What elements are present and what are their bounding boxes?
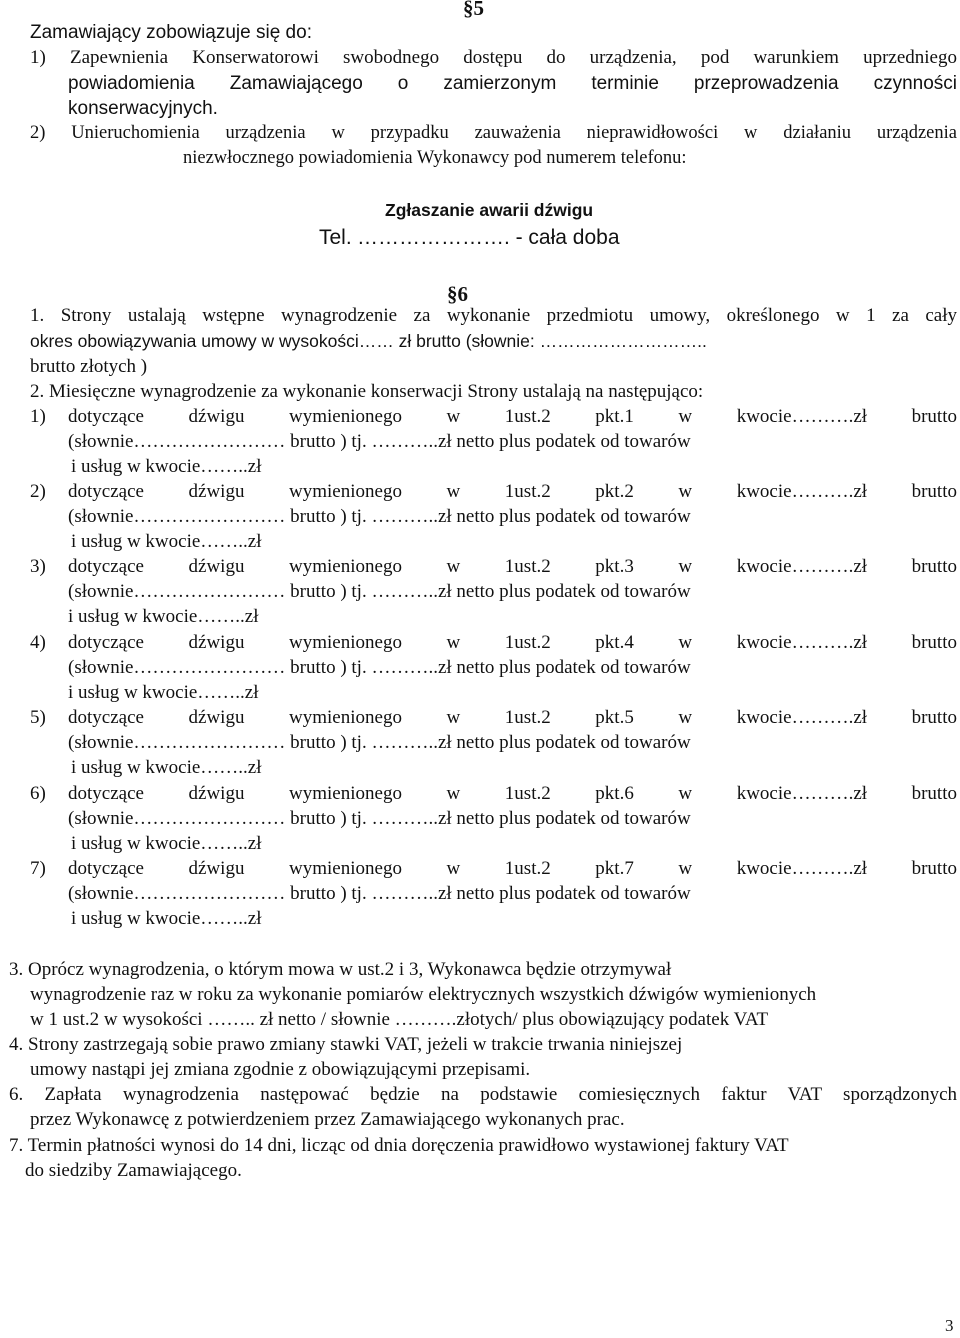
fee-item-line-3: i usług w kwocie……..zł <box>71 833 262 854</box>
section-6-p7-line-1: 7. Termin płatności wynosi do 14 dni, licząc od dnia doręczenia prawidłowo wystawionej faktury VAT <box>9 1135 789 1156</box>
fee-item-line-3: i usług w kwocie……..zł <box>68 682 259 703</box>
section-6-p1-line-3: brutto złotych ) <box>30 356 148 377</box>
section-5-item-2-line-1: 2) Unieruchomienia urządzenia w przypadku zauważenia nieprawidłowości w działaniu urządzenia <box>30 123 957 143</box>
fee-item-number: 6) <box>30 783 46 804</box>
section-6-p3-line-2: wynagrodzenie raz w roku za wykonanie pomiarów elektrycznych wszystkich dźwigów wymienionych <box>30 984 817 1005</box>
section-5-item-1-line-1: 1) Zapewnienia Konserwatorowi swobodnego dostępu do urządzenia, pod warunkiem uprzedniego <box>30 47 957 68</box>
fee-item-line-2: (słownie…………………… brutto ) tj. ………..zł netto plus podatek od towarów <box>68 581 691 602</box>
section-6-p7-line-2: do siedziby Zamawiającego. <box>25 1160 242 1181</box>
fee-item-number: 2) <box>30 481 46 502</box>
fee-item-line-3: i usług w kwocie……..zł <box>71 531 262 552</box>
fee-item-number: 3) <box>30 556 46 577</box>
fee-item-line-1: dotyczące dźwigu wymienionego w 1ust.2 pkt.5 w kwocie……….zł brutto <box>68 707 957 728</box>
section-5-item-1-line-2: powiadomienia Zamawiającego o zamierzonym terminie przeprowadzenia czynności <box>68 73 957 94</box>
fee-item-number: 1) <box>30 406 46 427</box>
section-6-p3-line-3: w 1 ust.2 w wysokości …….. zł netto / słownie ……….złotych/ plus obowiązujący podatek VAT <box>30 1009 769 1030</box>
fee-item-line-2: (słownie…………………… brutto ) tj. ………..zł netto plus podatek od towarów <box>68 883 691 904</box>
emergency-box-title: Zgłaszanie awarii dźwigu <box>385 200 594 220</box>
section-6-p4-line-1: 4. Strony zastrzegają sobie prawo zmiany stawki VAT, jeżeli w trakcie trwania niniejszej <box>9 1034 683 1055</box>
section-6-p1-line-1: 1. Strony ustalają wstępne wynagrodzenie za wykonanie przedmiotu umowy, określonego w 1 za cały <box>30 305 957 326</box>
fee-item-line-3: i usług w kwocie……..zł <box>71 757 262 778</box>
fee-item-line-1: dotyczące dźwigu wymienionego w 1ust.2 pkt.4 w kwocie……….zł brutto <box>68 632 957 653</box>
fee-item-line-2: (słownie…………………… brutto ) tj. ………..zł netto plus podatek od towarów <box>68 431 691 452</box>
emergency-phone-label: Tel. <box>319 226 352 249</box>
fee-item-number: 7) <box>30 858 46 879</box>
fee-item-number: 5) <box>30 707 46 728</box>
section-6-p4-line-2: umowy nastąpi jej zmiana zgodnie z obowiązującymi przepisami. <box>30 1059 531 1080</box>
fee-item-line-1: dotyczące dźwigu wymienionego w 1ust.2 pkt.3 w kwocie……….zł brutto <box>68 556 957 577</box>
fee-item-number: 4) <box>30 632 46 653</box>
fee-item-line-2: (słownie…………………… brutto ) tj. ………..zł netto plus podatek od towarów <box>68 732 691 753</box>
section-5-intro: Zamawiający zobowiązuje się do: <box>30 22 312 43</box>
fee-item-line-3: i usług w kwocie……..zł <box>71 456 262 477</box>
section-sign-6: § <box>447 282 458 306</box>
section-6-p6-line-2: przez Wykonawcę z potwierdzeniem przez Zamawiającego wykonanych prac. <box>30 1109 625 1130</box>
fee-item-line-1: dotyczące dźwigu wymienionego w 1ust.2 pkt.7 w kwocie……….zł brutto <box>68 858 957 879</box>
emergency-phone-value: …………………. - cała doba <box>356 226 620 249</box>
emergency-phone <box>319 225 620 250</box>
fee-item-line-1: dotyczące dźwigu wymienionego w 1ust.2 pkt.1 w kwocie……….zł brutto <box>68 406 957 427</box>
fee-item-line-1: dotyczące dźwigu wymienionego w 1ust.2 pkt.2 w kwocie……….zł brutto <box>68 481 957 502</box>
section-5-heading: §5 <box>463 0 484 20</box>
fee-item-line-3: i usług w kwocie……..zł <box>71 908 262 929</box>
fee-item-line-2: (słownie…………………… brutto ) tj. ………..zł netto plus podatek od towarów <box>68 506 691 527</box>
section-5-item-2-line-2: niezwłocznego powiadomienia Wykonawcy pod numerem telefonu: <box>183 148 687 168</box>
section-6-p6-line-1: 6. Zapłata wynagrodzenia następować będzie na podstawie comiesięcznych faktur VAT sporządzonych <box>9 1084 957 1105</box>
section-6-number: 6 <box>457 282 468 306</box>
fee-item-line-1: dotyczące dźwigu wymienionego w 1ust.2 pkt.6 w kwocie……….zł brutto <box>68 783 957 804</box>
fee-item-line-3: i usług w kwocie……..zł <box>68 606 259 627</box>
fee-item-line-2: (słownie…………………… brutto ) tj. ………..zł netto plus podatek od towarów <box>68 808 691 829</box>
section-6-p2: 2. Miesięczne wynagrodzenie za wykonanie konserwacji Strony ustalają na następująco: <box>30 381 704 402</box>
fee-item-line-2: (słownie…………………… brutto ) tj. ………..zł netto plus podatek od towarów <box>68 657 691 678</box>
page-number: 3 <box>945 1316 954 1335</box>
section-5-item-1-line-3: konserwacyjnych. <box>68 98 218 119</box>
section-6-p3-line-1: 3. Oprócz wynagrodzenia, o którym mowa w ust.2 i 3, Wykonawca będzie otrzymywał <box>9 959 672 980</box>
section-6-p1-line-2: okres obowiązywania umowy w wysokości…… zł brutto (słownie: ……………………….. <box>30 331 707 351</box>
